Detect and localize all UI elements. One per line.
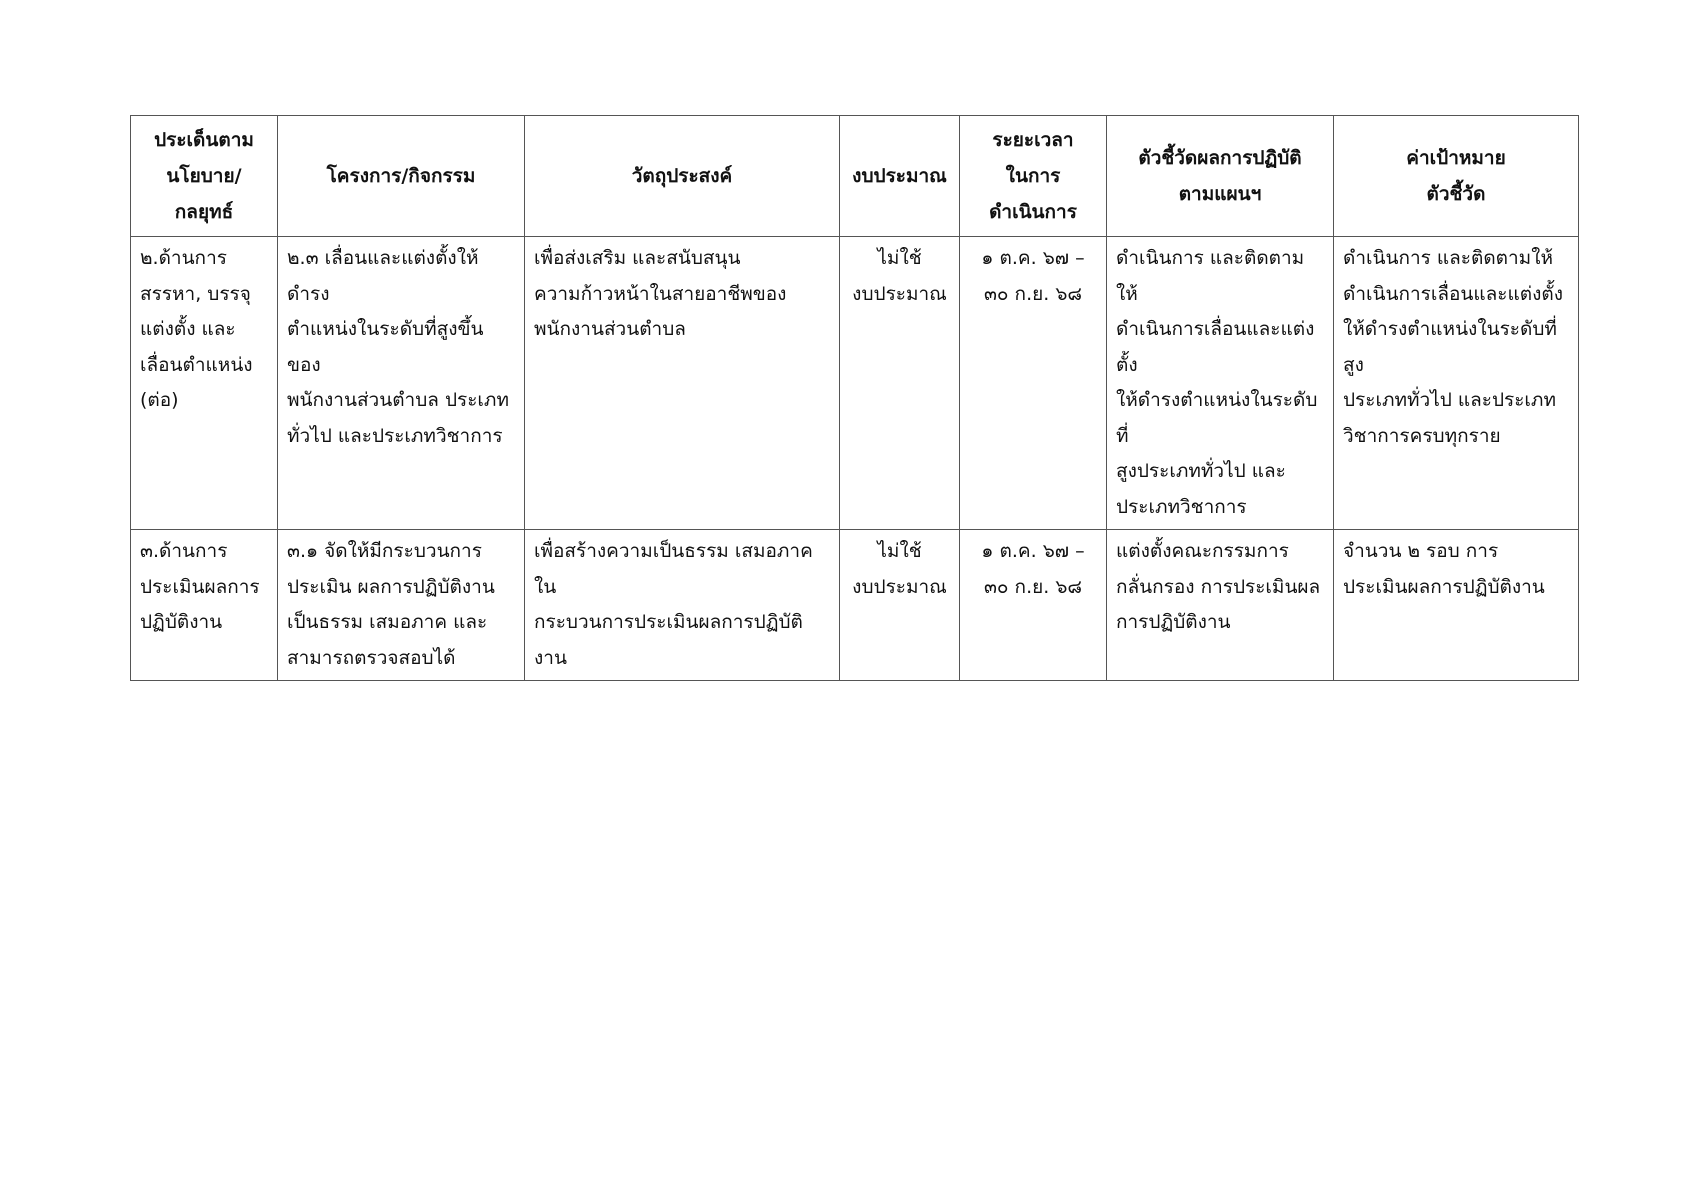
header-objective: วัตถุประสงค์ [525,116,840,237]
cell-budget: ไม่ใช้ งบประมาณ [840,237,960,530]
cell-budget: ไม่ใช้ งบประมาณ [840,530,960,681]
table-row [131,237,1579,530]
cell-indicator: แต่งตั้งคณะกรรมการ กลั่นกรอง การประเมินผล การปฏิบัติงาน [1107,530,1334,681]
plan-table [130,115,1579,681]
header-target: ค่าเป้าหมาย ตัวชี้วัด [1334,116,1579,237]
header-budget: งบประมาณ [840,116,960,237]
cell-project: ๓.๑ จัดให้มีกระบวนการ ประเมิน ผลการปฏิบัติงาน เป็นธรรม เสมอภาค และ สามารถตรวจสอบได้ [278,530,525,681]
header-indicator: ตัวชี้วัดผลการปฏิบัติ ตามแผนฯ [1107,116,1334,237]
cell-period: ๑ ต.ค. ๖๗ – ๓๐ ก.ย. ๖๘ [960,237,1107,530]
table-row [131,530,1579,681]
cell-project: ๒.๓ เลื่อนและแต่งตั้งให้ดำรง ตำแหน่งในระดับที่สูงขึ้นของ พนักงานส่วนตำบล ประเภท ทั่วไป และประเภทวิชาการ [278,237,525,530]
cell-target: จำนวน ๒ รอบ การ ประเมินผลการปฏิบัติงาน [1334,530,1579,681]
cell-indicator: ดำเนินการ และติดตามให้ ดำเนินการเลื่อนและแต่งตั้ง ให้ดำรงตำแหน่งในระดับที่ สูงประเภททั่วไป และ ประเภทวิชาการ [1107,237,1334,530]
cell-objective: เพื่อส่งเสริม และสนับสนุน ความก้าวหน้าในสายอาชีพของ พนักงานส่วนตำบล [525,237,840,530]
cell-issue: ๓.ด้านการ ประเมินผลการ ปฏิบัติงาน [131,530,278,681]
table-header-row [131,116,1579,237]
cell-objective: เพื่อสร้างความเป็นธรรม เสมอภาค ใน กระบวนการประเมินผลการปฏิบัติงาน [525,530,840,681]
cell-issue: ๒.ด้านการ สรรหา, บรรจุ แต่งตั้ง และ เลื่อนตำแหน่ง (ต่อ) [131,237,278,530]
header-period: ระยะเวลา ในการ ดำเนินการ [960,116,1107,237]
cell-target: ดำเนินการ และติดตามให้ ดำเนินการเลื่อนและแต่งตั้ง ให้ดำรงตำแหน่งในระดับที่สูง ประเภททั่วไป และประเภท วิชาการครบทุกราย [1334,237,1579,530]
cell-period: ๑ ต.ค. ๖๗ – ๓๐ ก.ย. ๖๘ [960,530,1107,681]
header-project: โครงการ/กิจกรรม [278,116,525,237]
header-issue: ประเด็นตาม นโยบาย/ กลยุทธ์ [131,116,278,237]
